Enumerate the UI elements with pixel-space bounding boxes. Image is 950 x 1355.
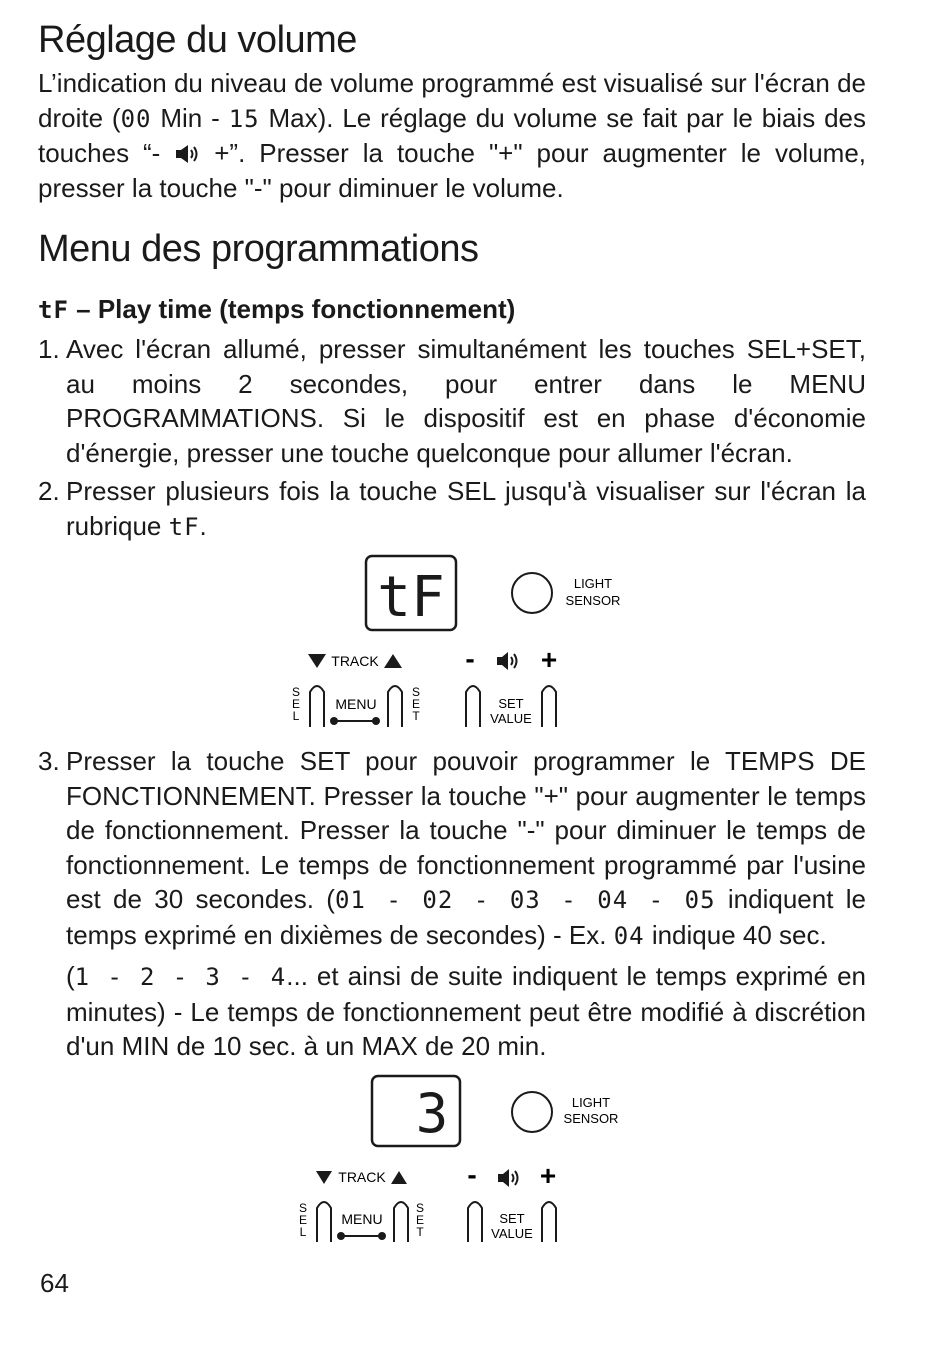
volume-plus-1: + [540,644,558,675]
sel-label-2: S E L [298,1200,308,1239]
step-2-end: . [199,510,207,541]
track-up-arrow-1 [384,654,402,668]
speaker-icon [174,143,200,165]
step-2-text: Presser plusieurs fois la touche SEL jusqu'à visualiser sur l'écran la rubrique [66,476,866,541]
set-value-label-1b: VALUE [490,711,532,726]
step-1-number: 1. [38,334,60,364]
manual-page [38,14,866,1264]
lcd-display-2-text: 3 [415,1081,449,1145]
menu-dot-right-1 [372,717,380,725]
tf-code: tF [38,296,69,324]
track-down-arrow-2 [316,1171,332,1184]
volume-text-a: L’indication du niveau de volume programmé est visualisé sur l'écran de droite ( [38,68,866,133]
light-label-1: LIGHT [573,576,613,591]
volume-text-c: Max). Le réglage du volume se fait par le biais des touches “- [38,102,867,168]
step-3-example-code: 04 [613,921,645,950]
light-sensor-2 [512,1092,552,1132]
control-panel-2 [38,1072,866,1260]
step-3-number: 3. [38,746,60,776]
volume-text-b: Min - [151,102,229,133]
panel-2-drawing [38,1072,866,1260]
minutes-paragraph [38,959,866,1064]
step-3-text-c: indique 40 sec. [644,919,827,950]
speaker-icon [497,652,517,670]
page-number: 64 [40,1268,69,1298]
minus-button-2[interactable] [468,1202,482,1242]
volume-minus-1: - [465,643,475,674]
set-value-label-1a: SET [498,696,524,711]
set-value-label-2a: SET [499,1210,525,1226]
set-button-2[interactable] [394,1202,408,1242]
minutes-text: ... et ainsi de suite indiquent le temps exprimé en minutes) - Le temps de fonctionnement peut être modifié à discrétion d'un MIN de 10 sec. à un MAX de 20 min. [66,961,866,1061]
sensor-label-1: SENSOR [565,593,621,608]
light-label-2: LIGHT [571,1094,611,1110]
track-up-arrow-2 [391,1171,407,1184]
set-button-1[interactable] [388,686,402,727]
set-value-label-2b: VALUE [491,1225,533,1241]
step-2 [38,474,866,544]
subsection-title [38,291,866,328]
plus-button-2[interactable] [542,1202,556,1242]
step-1 [38,332,866,470]
menu-label-1: MENU [335,696,377,712]
sel-button-2[interactable] [317,1202,331,1242]
sensor-label-2: SENSOR [563,1110,619,1126]
subsection-title-text: – Play time (temps fonctionnement) [68,294,516,324]
section-title-volume: Réglage du volume [38,19,357,61]
lcd-display-1-text: tF [377,565,445,630]
menu-dot-left-1 [330,717,338,725]
sel-label-1: S E L [291,685,301,723]
step-3 [38,744,866,953]
menu-dot-left-2 [337,1232,345,1240]
volume-text-d: +”. Presser la touche "+" pour augmenter le volume, presser la touche "-" pour diminuer le volume. [38,138,866,203]
volume-minus-2: - [467,1158,477,1190]
minutes-codes: 1 - 2 - 3 - 4 [74,963,287,991]
steps-list [38,332,866,544]
volume-plus-2: + [539,1159,557,1191]
step-3-text-a: Presser la touche SET pour pouvoir programmer le TEMPS DE FONCTIONNEMENT. Presser la touche "+" pour augmenter le temps de fonctionnement. Presser la touche "-" pour diminuer le temps de fonctionnement. Le temps de fonctionnement programmé par l'usine est de 30 secondes. ( [66,746,866,914]
menu-dot-right-2 [378,1232,386,1240]
set-side-label-2: S E T [415,1200,425,1239]
step-3-text-b: indiquent le temps exprimé en dixièmes de secondes) - Ex. [66,884,866,950]
step-3-codes: 01 - 02 - 03 - 04 - 05 [334,886,716,914]
section-title-menu: Menu des programmations [38,228,479,270]
sel-button-1[interactable] [310,686,324,727]
menu-label-2: MENU [341,1210,383,1227]
control-panel-1 [38,552,866,740]
plus-button-1[interactable] [542,686,556,727]
minutes-text-open: ( [66,961,75,991]
volume-max-code: 15 [228,104,260,133]
step-1-text: Avec l'écran allumé, presser simultanément les touches SEL+SET, au moins 2 secondes, pour entrer dans le MENU PROGRAMMATIONS. Si le dispositif est en phase d'économie d'énergie, presser une touche quelconque pour allumer l'écran. [66,334,866,468]
volume-paragraph [38,66,866,205]
speaker-icon [498,1169,518,1187]
steps-list-continued [38,744,866,953]
track-label-1: TRACK [331,653,379,669]
track-label-2: TRACK [338,1168,386,1185]
light-sensor-1 [512,573,552,613]
volume-min-code: 00 [120,104,152,133]
step-2-code: tF [168,512,200,541]
set-side-label-1: S E T [411,685,421,723]
panel-1-drawing [38,552,866,740]
step-2-number: 2. [38,476,60,506]
track-down-arrow-1 [308,654,326,668]
minus-button-1[interactable] [466,686,480,727]
